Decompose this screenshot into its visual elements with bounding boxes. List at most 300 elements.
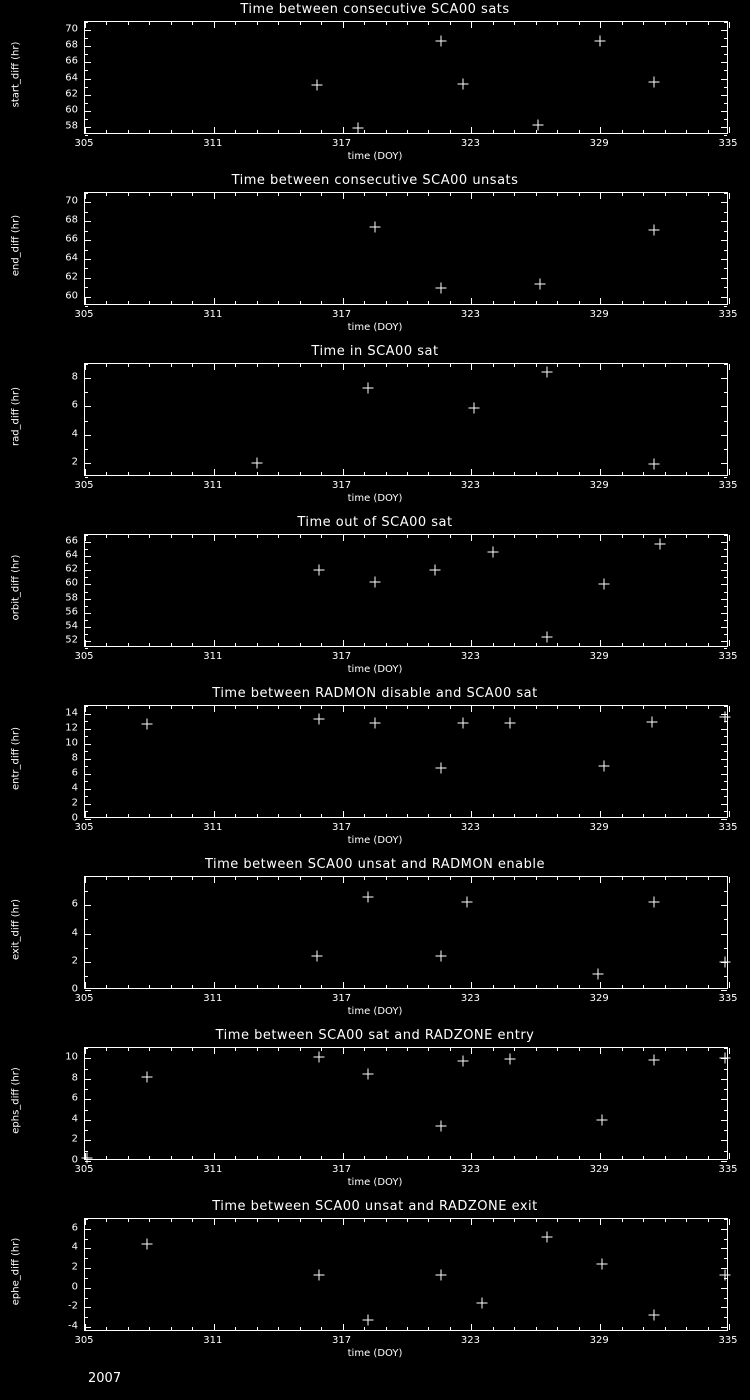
x-axis-label: time (DOY)	[347, 322, 403, 333]
data-point	[462, 897, 473, 908]
x-minor-tick	[428, 1156, 429, 1159]
x-minor-tick	[514, 1156, 515, 1159]
x-minor-tick	[364, 193, 365, 196]
x-minor-tick	[128, 193, 129, 196]
y-minor-tick	[85, 70, 88, 71]
y-minor-tick	[85, 563, 88, 564]
x-minor-tick	[343, 130, 344, 133]
x-minor-tick	[579, 643, 580, 646]
y-minor-tick	[85, 1258, 88, 1259]
y-tick-label: 66	[65, 55, 78, 67]
y-minor-tick	[85, 268, 88, 269]
x-minor-tick	[493, 22, 494, 25]
x-minor-tick	[514, 1327, 515, 1330]
x-minor-tick	[364, 22, 365, 25]
x-minor-tick	[665, 877, 666, 880]
y-minor-tick	[724, 449, 727, 450]
y-axis-ticks	[0, 192, 84, 305]
data-point	[597, 1114, 608, 1125]
x-minor-tick	[450, 1219, 451, 1222]
y-tick-label: -2	[68, 1300, 78, 1312]
x-tick-label: 323	[460, 993, 480, 1004]
x-minor-tick	[214, 643, 215, 646]
y-tick-label: 8	[71, 1072, 78, 1084]
y-minor-tick	[85, 221, 88, 222]
x-minor-tick	[235, 877, 236, 880]
x-minor-tick	[708, 535, 709, 538]
x-minor-tick	[235, 22, 236, 25]
x-minor-tick	[428, 130, 429, 133]
x-tick-label: 305	[74, 480, 94, 491]
y-minor-tick	[85, 1089, 88, 1090]
y-minor-tick	[724, 744, 727, 745]
x-minor-tick	[514, 643, 515, 646]
data-point	[646, 716, 657, 727]
x-minor-tick	[729, 1219, 730, 1222]
x-minor-tick	[192, 706, 193, 709]
x-minor-tick	[407, 472, 408, 475]
x-minor-tick	[708, 1219, 709, 1222]
x-minor-tick	[622, 643, 623, 646]
x-minor-tick	[300, 535, 301, 538]
x-minor-tick	[428, 193, 429, 196]
x-tick-label: 317	[332, 309, 352, 320]
x-minor-tick	[235, 643, 236, 646]
x-minor-tick	[536, 472, 537, 475]
x-minor-tick	[686, 1327, 687, 1330]
y-minor-tick	[85, 577, 88, 578]
x-minor-tick	[364, 364, 365, 367]
x-minor-tick	[686, 472, 687, 475]
x-minor-tick	[364, 1156, 365, 1159]
x-minor-tick	[192, 814, 193, 817]
x-minor-tick	[214, 364, 215, 367]
x-tick-label: 323	[460, 480, 480, 491]
x-minor-tick	[536, 1219, 537, 1222]
x-minor-tick	[192, 193, 193, 196]
y-minor-tick	[85, 962, 88, 963]
data-point	[593, 969, 604, 980]
x-minor-tick	[321, 22, 322, 25]
x-minor-tick	[708, 364, 709, 367]
x-minor-tick	[407, 706, 408, 709]
x-minor-tick	[386, 1156, 387, 1159]
x-axis-label: time (DOY)	[347, 1006, 403, 1017]
y-minor-tick	[724, 1239, 727, 1240]
x-minor-tick	[214, 301, 215, 304]
y-minor-tick	[85, 1110, 88, 1111]
y-minor-tick	[85, 1069, 88, 1070]
y-minor-tick	[724, 202, 727, 203]
y-minor-tick	[724, 30, 727, 31]
x-minor-tick	[171, 472, 172, 475]
y-minor-tick	[724, 70, 727, 71]
x-minor-tick	[407, 643, 408, 646]
y-tick-label: 62	[65, 271, 78, 283]
x-minor-tick	[428, 985, 429, 988]
y-minor-tick	[85, 934, 88, 935]
chart-title: Time between SCA00 sat and RADZONE entry	[215, 1028, 535, 1043]
x-minor-tick	[708, 472, 709, 475]
y-tick-label: 2	[71, 797, 78, 809]
x-minor-tick	[729, 1327, 730, 1330]
y-minor-tick	[724, 435, 727, 436]
x-minor-tick	[257, 1219, 258, 1222]
y-minor-tick	[85, 278, 88, 279]
x-tick-label: 323	[460, 1335, 480, 1346]
x-minor-tick	[622, 1156, 623, 1159]
x-tick-label: 317	[332, 1164, 352, 1175]
x-minor-tick	[343, 364, 344, 367]
x-minor-tick	[450, 985, 451, 988]
y-minor-tick	[724, 549, 727, 550]
x-minor-tick	[85, 985, 86, 988]
y-minor-tick	[724, 22, 727, 23]
x-minor-tick	[106, 130, 107, 133]
y-minor-tick	[724, 1258, 727, 1259]
x-minor-tick	[729, 364, 730, 367]
x-minor-tick	[149, 1156, 150, 1159]
x-minor-tick	[622, 1219, 623, 1222]
x-minor-tick	[600, 364, 601, 367]
x-minor-tick	[450, 130, 451, 133]
x-minor-tick	[729, 814, 730, 817]
data-point	[311, 79, 322, 90]
x-minor-tick	[321, 535, 322, 538]
x-minor-tick	[708, 193, 709, 196]
y-minor-tick	[85, 240, 88, 241]
x-minor-tick	[149, 22, 150, 25]
y-axis-ticks	[0, 534, 84, 647]
y-minor-tick	[85, 1248, 88, 1249]
x-minor-tick	[128, 22, 129, 25]
x-minor-tick	[665, 364, 666, 367]
x-minor-tick	[85, 22, 86, 25]
x-tick-label: 335	[718, 993, 738, 1004]
y-minor-tick	[85, 584, 88, 585]
chart-title: Time between consecutive SCA00 sats	[240, 2, 510, 17]
x-minor-tick	[514, 193, 515, 196]
x-minor-tick	[493, 193, 494, 196]
x-minor-tick	[407, 1327, 408, 1330]
x-minor-tick	[643, 1156, 644, 1159]
data-point	[541, 631, 552, 642]
y-minor-tick	[724, 759, 727, 760]
data-point	[436, 1270, 447, 1281]
x-minor-tick	[235, 985, 236, 988]
x-minor-tick	[557, 1048, 558, 1051]
y-minor-tick	[724, 221, 727, 222]
x-minor-tick	[364, 877, 365, 880]
x-minor-tick	[128, 643, 129, 646]
y-minor-tick	[85, 919, 88, 920]
x-minor-tick	[321, 472, 322, 475]
data-point	[505, 1054, 516, 1065]
x-minor-tick	[729, 706, 730, 709]
y-minor-tick	[85, 1298, 88, 1299]
y-minor-tick	[85, 79, 88, 80]
plot-area	[84, 534, 728, 647]
y-minor-tick	[724, 463, 727, 464]
y-minor-tick	[724, 934, 727, 935]
data-point	[436, 283, 447, 294]
x-minor-tick	[600, 643, 601, 646]
chart-panel	[0, 342, 750, 513]
x-minor-tick	[85, 1219, 86, 1222]
x-tick-label: 323	[460, 822, 480, 833]
y-minor-tick	[724, 231, 727, 232]
x-minor-tick	[622, 814, 623, 817]
x-minor-tick	[686, 706, 687, 709]
x-minor-tick	[493, 364, 494, 367]
x-minor-tick	[171, 535, 172, 538]
x-minor-tick	[214, 985, 215, 988]
data-point	[436, 36, 447, 47]
x-minor-tick	[514, 985, 515, 988]
y-minor-tick	[724, 287, 727, 288]
x-minor-tick	[343, 193, 344, 196]
y-minor-tick	[85, 789, 88, 790]
data-point	[369, 221, 380, 232]
x-minor-tick	[643, 535, 644, 538]
y-minor-tick	[85, 766, 88, 767]
x-axis-ticks	[0, 1331, 750, 1359]
x-minor-tick	[686, 193, 687, 196]
x-minor-tick	[428, 877, 429, 880]
x-minor-tick	[235, 1156, 236, 1159]
y-tick-label: 6	[71, 767, 78, 779]
x-minor-tick	[428, 472, 429, 475]
y-minor-tick	[85, 1130, 88, 1131]
x-minor-tick	[579, 130, 580, 133]
x-minor-tick	[149, 1327, 150, 1330]
x-minor-tick	[343, 706, 344, 709]
x-minor-tick	[321, 1327, 322, 1330]
data-point	[363, 1315, 374, 1326]
x-tick-label: 335	[718, 822, 738, 833]
x-minor-tick	[278, 472, 279, 475]
x-minor-tick	[407, 22, 408, 25]
y-minor-tick	[724, 627, 727, 628]
data-point	[363, 383, 374, 394]
y-tick-label: 58	[65, 592, 78, 604]
x-tick-label: 305	[74, 993, 94, 1004]
data-point	[599, 579, 610, 590]
y-minor-tick	[85, 250, 88, 251]
chart-title: Time in SCA00 sat	[311, 344, 439, 359]
x-minor-tick	[192, 1048, 193, 1051]
data-point	[429, 564, 440, 575]
x-tick-label: 311	[203, 480, 223, 491]
y-tick-label: 64	[65, 549, 78, 561]
x-minor-tick	[665, 22, 666, 25]
x-minor-tick	[600, 877, 601, 880]
x-minor-tick	[686, 535, 687, 538]
y-tick-label: 64	[65, 252, 78, 264]
data-point	[142, 1071, 153, 1082]
data-point	[535, 279, 546, 290]
y-axis-ticks	[0, 1218, 84, 1331]
y-minor-tick	[724, 46, 727, 47]
x-minor-tick	[343, 643, 344, 646]
x-minor-tick	[708, 814, 709, 817]
x-minor-tick	[686, 877, 687, 880]
x-minor-tick	[471, 1327, 472, 1330]
chart-title: Time between consecutive SCA00 unsats	[231, 173, 519, 188]
x-minor-tick	[343, 877, 344, 880]
x-minor-tick	[665, 193, 666, 196]
y-minor-tick	[85, 406, 88, 407]
data-point	[599, 761, 610, 772]
x-minor-tick	[343, 472, 344, 475]
y-minor-tick	[85, 378, 88, 379]
y-tick-label: 0	[71, 1281, 78, 1293]
y-minor-tick	[724, 250, 727, 251]
x-minor-tick	[235, 814, 236, 817]
y-minor-tick	[85, 95, 88, 96]
y-minor-tick	[85, 1317, 88, 1318]
chart-panel	[0, 855, 750, 1026]
data-point	[468, 402, 479, 413]
x-tick-label: 317	[332, 822, 352, 833]
x-minor-tick	[85, 814, 86, 817]
x-minor-tick	[149, 643, 150, 646]
y-minor-tick	[724, 976, 727, 977]
x-minor-tick	[386, 472, 387, 475]
y-minor-tick	[85, 449, 88, 450]
x-minor-tick	[171, 1219, 172, 1222]
x-minor-tick	[708, 301, 709, 304]
x-minor-tick	[128, 877, 129, 880]
data-point	[313, 1270, 324, 1281]
x-minor-tick	[579, 985, 580, 988]
x-minor-tick	[214, 130, 215, 133]
y-minor-tick	[85, 627, 88, 628]
x-minor-tick	[257, 472, 258, 475]
y-minor-tick	[85, 87, 88, 88]
y-tick-label: 60	[65, 104, 78, 116]
x-minor-tick	[493, 1156, 494, 1159]
x-minor-tick	[364, 130, 365, 133]
x-tick-label: 329	[589, 822, 609, 833]
y-minor-tick	[724, 79, 727, 80]
y-tick-label: 6	[71, 1222, 78, 1234]
y-minor-tick	[724, 1120, 727, 1121]
x-minor-tick	[149, 877, 150, 880]
y-tick-label: 56	[65, 606, 78, 618]
y-minor-tick	[85, 606, 88, 607]
x-minor-tick	[579, 877, 580, 880]
y-minor-tick	[724, 641, 727, 642]
x-minor-tick	[536, 814, 537, 817]
x-minor-tick	[192, 985, 193, 988]
x-minor-tick	[493, 877, 494, 880]
x-minor-tick	[450, 877, 451, 880]
x-minor-tick	[514, 130, 515, 133]
x-tick-label: 317	[332, 1335, 352, 1346]
x-minor-tick	[278, 1156, 279, 1159]
x-minor-tick	[85, 1327, 86, 1330]
x-minor-tick	[557, 535, 558, 538]
y-minor-tick	[85, 781, 88, 782]
x-minor-tick	[665, 301, 666, 304]
y-tick-label: 12	[65, 722, 78, 734]
x-minor-tick	[386, 877, 387, 880]
x-minor-tick	[729, 130, 730, 133]
x-minor-tick	[708, 1048, 709, 1051]
y-minor-tick	[85, 1099, 88, 1100]
data-point	[311, 951, 322, 962]
x-minor-tick	[686, 1156, 687, 1159]
x-tick-label: 311	[203, 1164, 223, 1175]
x-axis-ticks	[0, 989, 750, 1017]
x-minor-tick	[128, 130, 129, 133]
y-minor-tick	[85, 287, 88, 288]
x-minor-tick	[557, 301, 558, 304]
x-minor-tick	[106, 706, 107, 709]
x-tick-label: 305	[74, 1164, 94, 1175]
y-minor-tick	[724, 729, 727, 730]
x-tick-label: 305	[74, 1335, 94, 1346]
x-minor-tick	[493, 643, 494, 646]
chart-panel	[0, 1197, 750, 1382]
y-minor-tick	[85, 721, 88, 722]
x-tick-label: 305	[74, 651, 94, 662]
x-minor-tick	[643, 1048, 644, 1051]
y-minor-tick	[724, 378, 727, 379]
y-minor-tick	[85, 1229, 88, 1230]
x-minor-tick	[686, 643, 687, 646]
x-minor-tick	[386, 535, 387, 538]
y-tick-label: 14	[65, 707, 78, 719]
y-minor-tick	[724, 789, 727, 790]
plot-area	[84, 21, 728, 134]
x-tick-label: 329	[589, 993, 609, 1004]
data-point	[648, 897, 659, 908]
x-minor-tick	[471, 472, 472, 475]
x-minor-tick	[149, 1219, 150, 1222]
x-minor-tick	[364, 1327, 365, 1330]
x-axis-ticks	[0, 476, 750, 504]
x-minor-tick	[85, 1048, 86, 1051]
x-minor-tick	[386, 706, 387, 709]
y-minor-tick	[85, 556, 88, 557]
y-tick-label: 58	[65, 120, 78, 132]
y-minor-tick	[724, 1140, 727, 1141]
y-minor-tick	[85, 976, 88, 977]
x-minor-tick	[106, 1327, 107, 1330]
x-minor-tick	[579, 364, 580, 367]
y-minor-tick	[724, 1099, 727, 1100]
x-axis-label: time (DOY)	[347, 664, 403, 675]
x-axis-ticks	[0, 1160, 750, 1188]
x-minor-tick	[536, 364, 537, 367]
x-minor-tick	[171, 301, 172, 304]
x-axis-label: time (DOY)	[347, 835, 403, 846]
y-minor-tick	[724, 599, 727, 600]
x-minor-tick	[428, 814, 429, 817]
x-minor-tick	[149, 1048, 150, 1051]
x-minor-tick	[321, 130, 322, 133]
x-tick-label: 311	[203, 309, 223, 320]
y-tick-label: 0	[71, 983, 78, 995]
x-tick-label: 323	[460, 309, 480, 320]
x-minor-tick	[407, 535, 408, 538]
x-minor-tick	[428, 643, 429, 646]
x-minor-tick	[579, 1156, 580, 1159]
x-minor-tick	[557, 1219, 558, 1222]
x-minor-tick	[665, 535, 666, 538]
